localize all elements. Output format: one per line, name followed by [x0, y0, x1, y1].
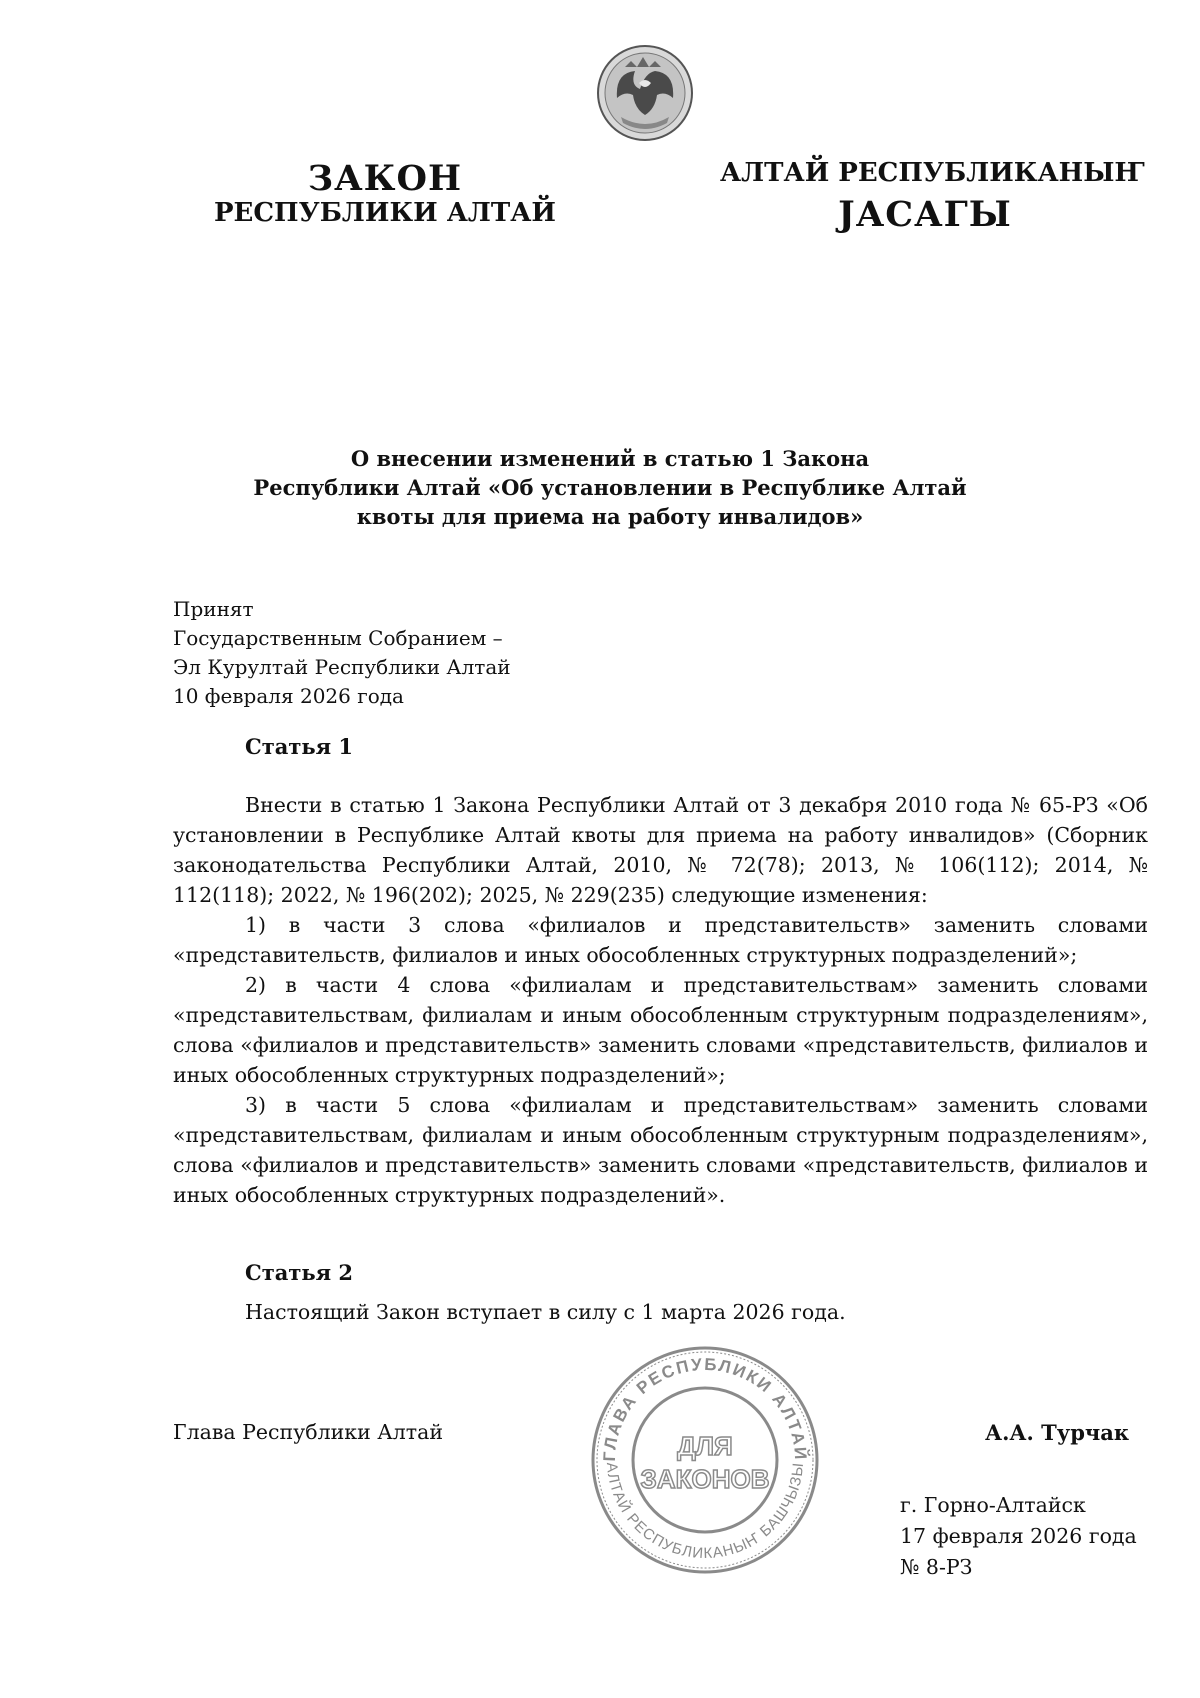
article-1-item: 3) в части 5 слова «филиалам и представительствам» заменить словами «представительствам, филиалам и иным обособленным структурным подразделениям», слова «филиалов и представительств» заменить словами «представительств, филиалов и иных обособленных структурных подразделений». — [173, 1093, 1148, 1207]
law-title-line: О внесении изменений в статью 1 Закона — [350, 446, 870, 471]
law-number: № 8-РЗ — [900, 1555, 973, 1579]
signing-date: 17 февраля 2026 года — [900, 1524, 1137, 1548]
article-1-item: 1) в части 3 слова «филиалов и представительств» заменить словами «представительств, филиалов и иных обособленных структурных подразделений»; — [173, 913, 1148, 967]
altai-republic-label: АЛТАЙ РЕСПУБЛИКАНЫҤ — [720, 158, 1145, 188]
law-title-line: квоты для приема на работу инвалидов» — [356, 504, 864, 529]
article-2-text: Настоящий Закон вступает в силу с 1 марта 2026 года. — [245, 1300, 846, 1324]
altai-law-label: JАСАГЫ — [838, 194, 1012, 235]
place-date-block — [900, 1490, 1137, 1583]
stamp-center-line2: ЗАКОНОВ — [640, 1464, 770, 1494]
article-1-item: 2) в части 4 слова «филиалам и представительствам» заменить словами «представительствам, филиалам и иным обособленным структурным подразделениям», слова «филиалов и представительств» заменить словами «представительств, филиалов и иных обособленных структурных подразделений»; — [173, 973, 1148, 1087]
republic-label: РЕСПУБЛИКИ АЛТАЙ — [213, 198, 556, 228]
adoption-line: Эл Курултай Республики Алтай — [173, 655, 511, 679]
stamp-center-line1: ДЛЯ — [677, 1431, 733, 1461]
adoption-line: Государственным Собранием – — [173, 626, 503, 650]
law-title — [170, 444, 1050, 531]
adoption-block — [173, 595, 511, 711]
article-1-intro: Внести в статью 1 Закона Республики Алтай от 3 декабря 2010 года № 65-РЗ «Об установлении в Республике Алтай квоты для приема на работу инвалидов» (Сборник законодательства Республики Алтай, 2010, № 72(78); 2013, № 106(112); 2014, № 112(118); 2022, № 196(202); 2025, № 229(235) следующие изменения: — [173, 793, 1148, 907]
signatory-name: А.А. Турчак — [985, 1420, 1130, 1445]
stamp-outer-top-text: ГЛАВА РЕСПУБЛИКИ АЛТАЙ — [599, 1354, 811, 1462]
coat-of-arms-icon — [595, 43, 695, 143]
article-1-heading: Статья 1 — [245, 734, 354, 759]
adoption-line: Принят — [173, 597, 254, 621]
stamp-outer-bottom-text: АЛТАЙ РЕСПУБЛИКАНЫҤ БАШЧЫЗЫ — [602, 1461, 808, 1563]
law-title-line: Республики Алтай «Об установлении в Республике Алтай — [253, 475, 967, 500]
adoption-date: 10 февраля 2026 года — [173, 684, 404, 708]
official-seal-icon — [585, 1340, 825, 1580]
signatory-title: Глава Республики Алтай — [173, 1420, 444, 1444]
article-1-body — [173, 790, 1148, 1210]
city: г. Горно-Алтайск — [900, 1493, 1086, 1517]
article-2-heading: Статья 2 — [245, 1260, 354, 1285]
law-label: ЗАКОН — [307, 158, 463, 199]
